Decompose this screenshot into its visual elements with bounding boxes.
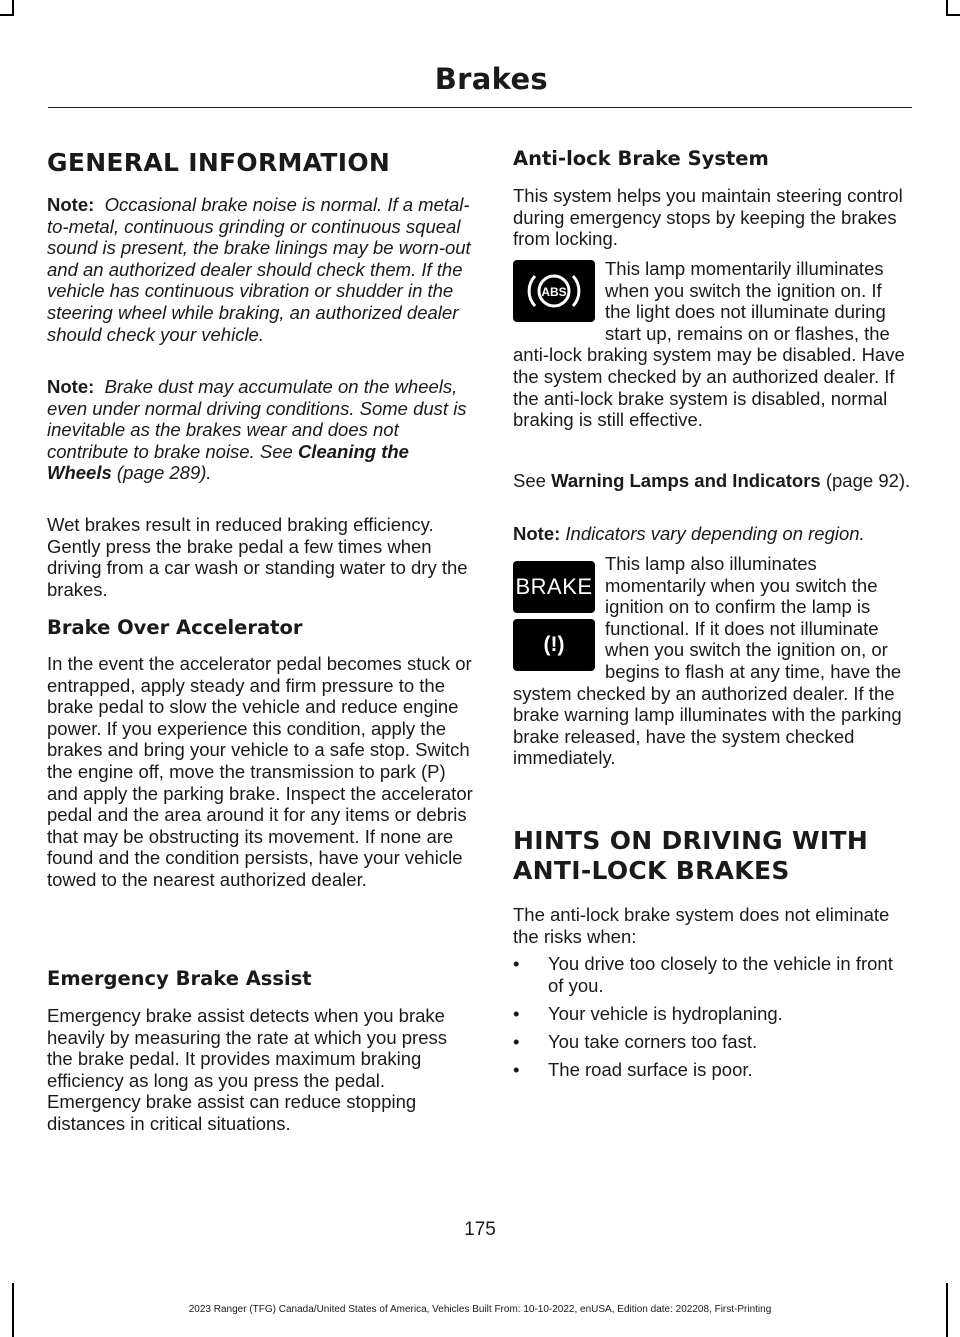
list-item [513, 953, 911, 996]
note-label: Note: [47, 194, 95, 215]
crop-mark-top-right-h [946, 14, 960, 16]
brake-lamp-paragraph [513, 553, 911, 769]
hints-intro-paragraph: The anti-lock brake system does not eliminate the risks when: [513, 904, 890, 947]
see-warning-lamps [513, 470, 911, 492]
anti-lock-brake-system-heading: Anti-lock Brake System [513, 147, 769, 170]
brake-symbol-lamp-icon [513, 619, 595, 671]
bullet-icon: • [513, 1059, 520, 1080]
list-item-text: You drive too closely to the vehicle in front of you. [548, 953, 893, 996]
list-item-text: Your vehicle is hydroplaning. [548, 1003, 783, 1024]
brake-symbol-icon: (!) [543, 633, 565, 657]
brake-over-accelerator-heading: Brake Over Accelerator [47, 616, 303, 639]
note-indicators-text: Indicators vary depending on region. [565, 523, 865, 544]
see-label: See [513, 470, 546, 491]
wet-brakes-paragraph: Wet brakes result in reduced braking efficiency. Gently press the brake pedal a few times when driving from a car wash or standing water to dry the brakes. [47, 514, 468, 600]
abs-symbol-icon [523, 266, 585, 316]
abs-intro-paragraph: This system helps you maintain steering control during emergency stops by keeping the brakes from locking. [513, 185, 903, 250]
page-header-title: Brakes [434, 62, 548, 96]
note-brake-dust [47, 376, 473, 484]
header-rule [48, 107, 912, 108]
general-information-heading: GENERAL INFORMATION [47, 148, 391, 177]
list-item-text: You take corners too fast. [548, 1031, 758, 1052]
abs-lamp-paragraph [513, 258, 911, 431]
abs-warning-lamp-icon [513, 260, 595, 322]
brake-icons-stack [513, 555, 595, 672]
crop-mark-top-right [946, 0, 948, 14]
note-label: Note: [513, 523, 561, 544]
abs-lamp-text: This lamp momentarily illuminates when you switch the ignition on. If the light does not illuminate during start up, remains on or flashes, the anti-lock braking system may be disabled. Have the system checked by an authorized dealer. If the anti-lock brake system is disabled, normal braking is still effective. [513, 258, 905, 431]
list-item-text: The road surface is poor. [548, 1059, 753, 1080]
crop-mark-top-left-h [0, 14, 14, 16]
abs-icon-label: ABS [541, 285, 567, 299]
bullet-icon: • [513, 953, 520, 974]
bullet-icon: • [513, 1003, 520, 1024]
hints-heading-line-2: ANTI-LOCK BRAKES [513, 856, 790, 885]
page-number: 175 [464, 1219, 496, 1240]
cleaning-wheels-link[interactable]: Cleaning the Wheels [47, 440, 409, 484]
crop-mark-top-left [12, 0, 14, 14]
list-item [513, 1031, 911, 1053]
note-brake-noise-text: Occasional brake noise is normal. If a metal-to-metal, continuous grinding or continuous squeal sound is present, the brake linings may be worn-out and an authorized dealer should check them. If the vehicle has continuous vibration or shudder in the steering wheel while braking, an authorized dealer should check your vehicle. [47, 194, 471, 345]
list-item [513, 1003, 911, 1025]
brake-lamp-text: This lamp also illuminates momentarily when you switch the ignition on to confirm the lamp is functional. If it does not illuminate when you switch the ignition on, or begins to flash at any time, have the system checked by an authorized dealer. If the brake warning lamp illuminates with the parking brake released, have the system checked immediately. [513, 553, 902, 769]
emergency-brake-assist-heading: Emergency Brake Assist [47, 967, 312, 990]
list-item [513, 1059, 911, 1081]
hints-heading-line-1: HINTS ON DRIVING WITH [513, 826, 869, 855]
warning-lamps-link[interactable]: Warning Lamps and Indicators [551, 470, 821, 491]
note-indicators [513, 523, 911, 545]
footer-edition-info: 2023 Ranger (TFG) Canada/United States of America, Vehicles Built From: 10-10-2022, enUSA, Edition date: 202208, First-Printing [188, 1304, 772, 1315]
emergency-brake-assist-paragraph: Emergency brake assist detects when you brake heavily by measuring the rate at which you press the brake pedal. It provides maximum braking efficiency as long as you press the pedal. Emergency brake assist can reduce stopping distances in critical situations. [47, 1005, 448, 1134]
brake-over-accelerator-paragraph: In the event the accelerator pedal becomes stuck or entrapped, apply steady and firm pressure to the brake pedal to slow the vehicle and reduce engine power. If you experience this condition, apply the brakes and bring your vehicle to a safe stop. Switch the engine off, move the transmission to park (P) and apply the parking brake. Inspect the accelerator pedal and the area around it for any items or debris that may be obstructing its movement. If none are found and the condition persists, have your vehicle towed to the nearest authorized dealer. [47, 653, 473, 890]
note-brake-noise [47, 194, 473, 345]
cleaning-wheels-page: (page 289). [116, 462, 212, 484]
note-label: Note: [47, 376, 95, 397]
note-brake-dust-text: Brake dust may accumulate on the wheels, even under normal driving conditions. Some dust is inevitable as the brakes wear and does not contribute to brake noise. See [47, 376, 467, 462]
warning-lamps-page: (page 92). [825, 470, 911, 491]
bullet-icon: • [513, 1031, 520, 1052]
brake-icon-label: BRAKE [515, 574, 593, 600]
brake-text-lamp-icon [513, 561, 595, 613]
